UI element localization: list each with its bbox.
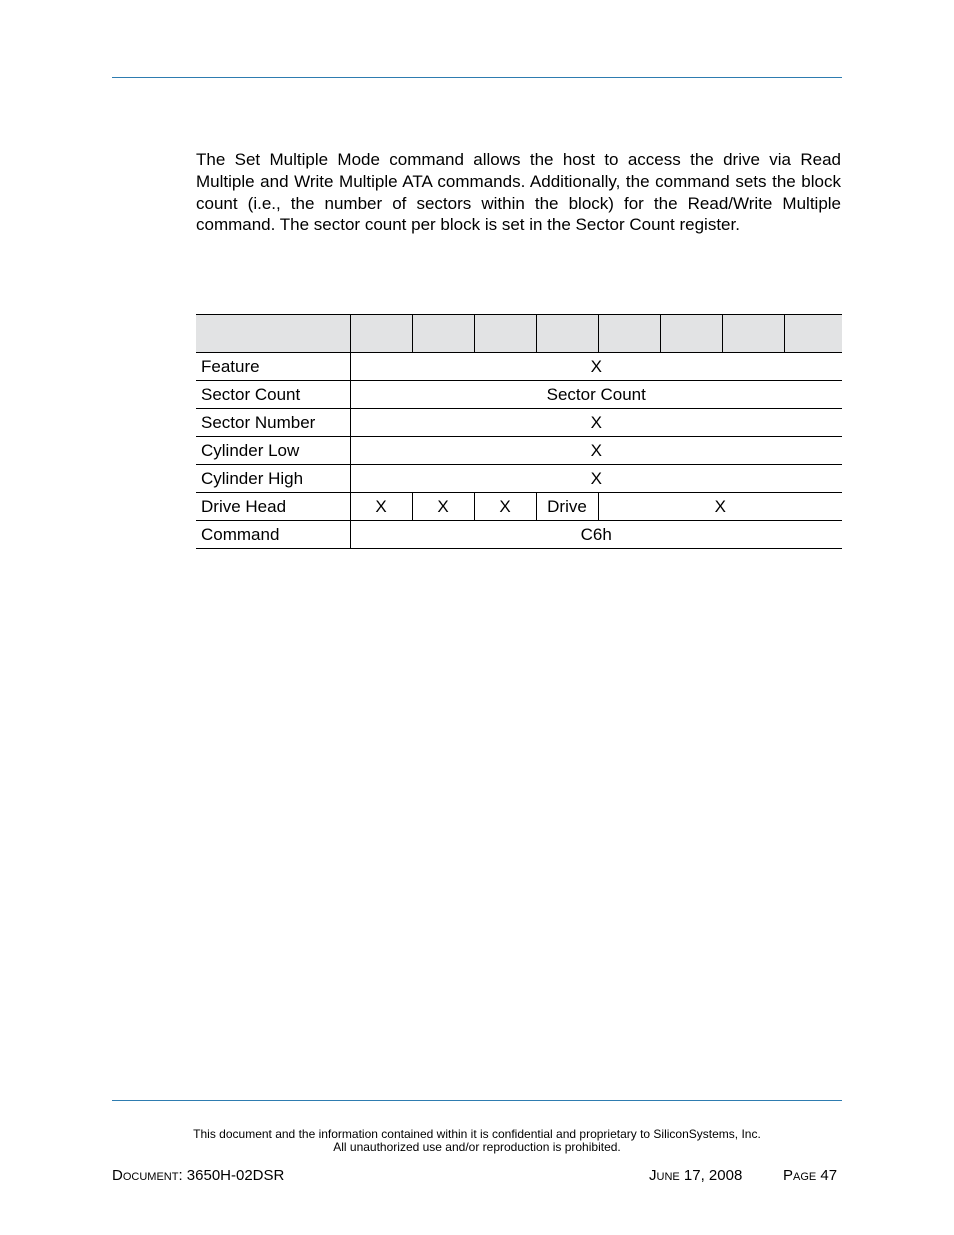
table-row-command (196, 521, 842, 549)
confidentiality-line: All unauthorized use and/or reproduction is prohibited. (333, 1140, 621, 1154)
table-row-cylinder-high (196, 465, 842, 493)
table-row-drive-head (196, 493, 842, 521)
page-number-value: 47 (820, 1167, 838, 1184)
register-name: Sector Count (196, 381, 350, 409)
header-rule (112, 77, 842, 78)
document-id: Document: 3650H-02DSR (112, 1167, 285, 1184)
table-row-cylinder-low (196, 437, 842, 465)
document-number: 3650H-02DSR (186, 1167, 285, 1184)
table-row-feature (196, 353, 842, 381)
register-value: X (350, 437, 842, 465)
date-text: June 17, 2008 (649, 1167, 743, 1184)
register-name: Cylinder High (196, 465, 350, 493)
bit-7-value: X (350, 493, 412, 521)
bits-3-0-value: X (598, 493, 842, 521)
table-row-sector-count (196, 381, 842, 409)
header-cell (598, 315, 660, 353)
register-value: X (350, 409, 842, 437)
document-date (649, 1167, 742, 1185)
table-row-sector-number (196, 409, 842, 437)
header-cell (660, 315, 722, 353)
bit-6-value: X (412, 493, 474, 521)
header-cell (196, 315, 350, 353)
register-table (196, 314, 842, 549)
register-value: X (350, 465, 842, 493)
document-label: Document (112, 1167, 179, 1184)
intro-paragraph: The Set Multiple Mode command allows the host to access the drive via Read Multiple and Write Multiple ATA commands. Additionally, the command sets the block count (i.e., the number of sectors within the block) for the Read/Write Multiple command. The sector count per block is set in the Sector Count register. (196, 150, 841, 235)
header-cell (722, 315, 784, 353)
footer-rule (112, 1100, 842, 1101)
table-header-row (196, 315, 842, 353)
header-cell (474, 315, 536, 353)
confidentiality-notice (112, 1128, 842, 1154)
register-name: Command (196, 521, 350, 549)
page-number (783, 1167, 837, 1185)
header-cell (412, 315, 474, 353)
header-cell (350, 315, 412, 353)
register-value: X (350, 353, 842, 381)
register-name: Feature (196, 353, 350, 381)
page-label: Page (783, 1167, 817, 1184)
register-name: Sector Number (196, 409, 350, 437)
bit-4-value: Drive (536, 493, 598, 521)
register-value: C6h (350, 521, 842, 549)
register-name: Cylinder Low (196, 437, 350, 465)
confidentiality-line: This document and the information contained within it is confidential and proprietary to SiliconSystems, Inc. (193, 1127, 761, 1141)
register-value: Sector Count (350, 381, 842, 409)
header-cell (536, 315, 598, 353)
register-name: Drive Head (196, 493, 350, 521)
header-cell (784, 315, 842, 353)
bit-5-value: X (474, 493, 536, 521)
